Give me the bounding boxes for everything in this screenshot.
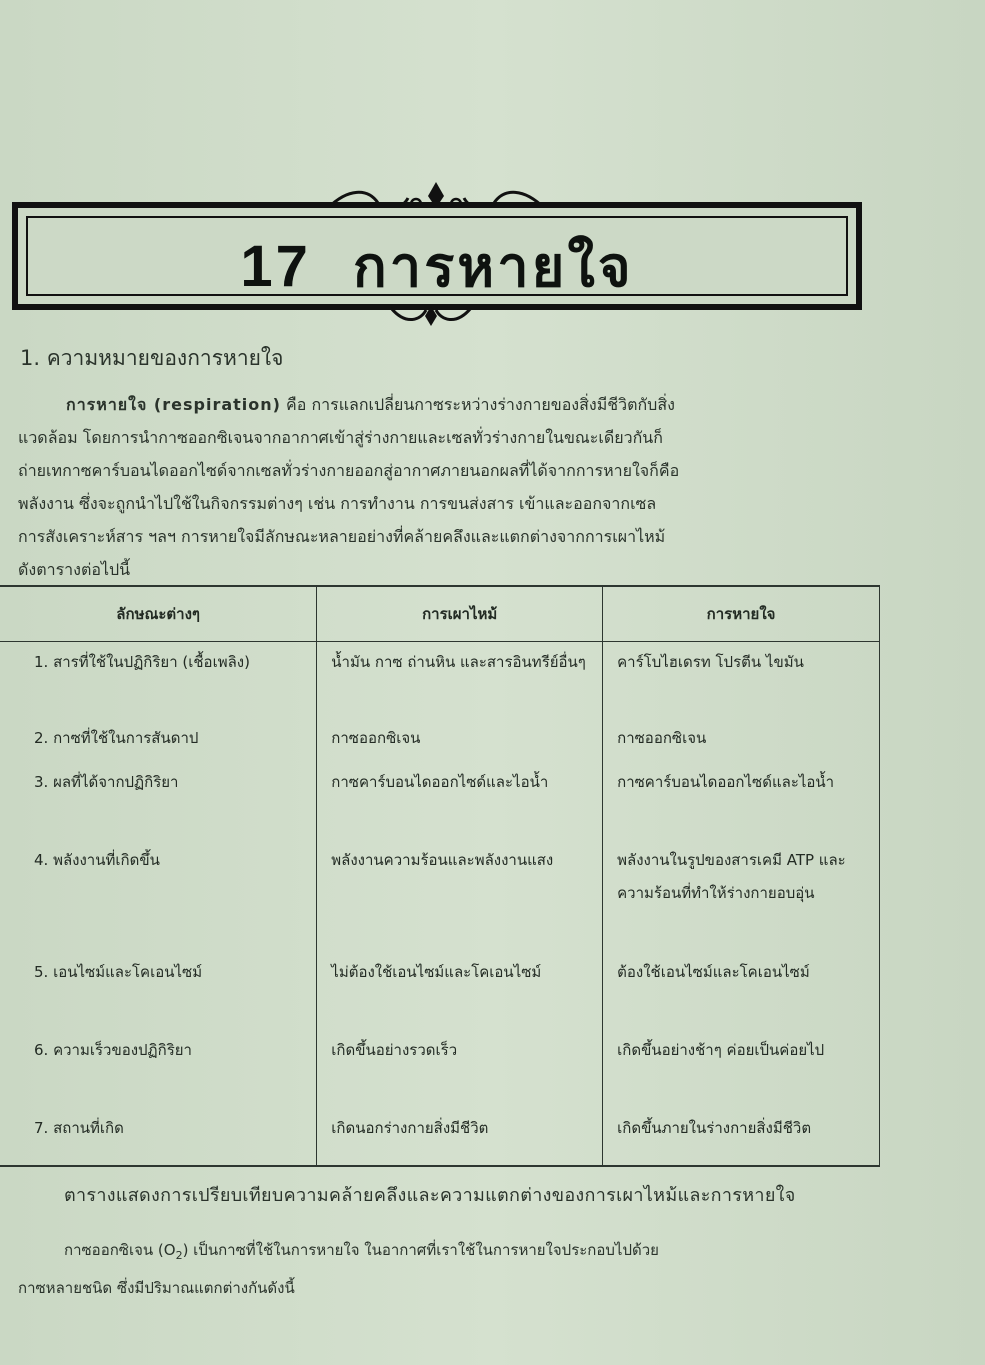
intro-line: ถ่ายเทกาซคาร์บอนไดออกไซด์จากเซลทั่วร่างกายออกสู่อากาศภายนอกผลที่ได้จากการหายใจก็คือ [18,461,680,480]
intro-paragraph: การหายใจ (respiration) คือ การแลกเปลี่ยนกาซระหว่างร่างกายของสิ่งมีชีวิตกับสิ่ง [66,395,675,414]
combustion-cell: เกิดขึ้นอย่างรวดเร็ว [317,1030,603,1108]
flourish-ornament-bottom [386,300,476,330]
combustion-cell: พลังงานความร้อนและพลังงานแสง [317,840,603,952]
chapter-number: 17 [240,234,311,299]
feature-cell: 3. ผลที่ได้จากปฏิกิริยา [0,762,317,840]
combustion-cell: น้ำมัน กาซ ถ่านหิน และสารอินทรีย์อื่นๆ [317,642,603,718]
combustion-cell: ไม่ต้องใช้เอนไซม์และโคเอนไซม์ [317,952,603,1030]
table-row [0,840,880,952]
header-feature: ลักษณะต่างๆ [0,586,317,642]
table-row [0,642,880,718]
table-row [0,718,880,762]
table-row [0,1030,880,1108]
respiration-cell: พลังงานในรูปของสารเคมี ATP และความร้อนที่ทำให้ร่างกายอบอุ่น [603,840,880,952]
intro-line: การสังเคราะห์สาร ฯลฯ การหายใจมีลักษณะหลายอย่างที่คล้ายคลึงและแตกต่างจากการเผาไหม้ [18,527,666,546]
combustion-cell: เกิดนอกร่างกายสิ่งมีชีวิต [317,1108,603,1166]
feature-cell: 7. สถานที่เกิด [0,1108,317,1166]
table-row [0,952,880,1030]
feature-cell: 6. ความเร็วของปฏิกิริยา [0,1030,317,1108]
feature-cell: 5. เอนไซม์และโคเอนไซม์ [0,952,317,1030]
table-header-row [0,586,880,642]
table-row [0,1108,880,1166]
intro-line: พลังงาน ซึ่งจะถูกนำไปใช้ในกิจกรรมต่างๆ เช่น การทำงาน การขนส่งสาร เข้าและออกจากเซล [18,494,657,513]
oxygen-note: กาซออกซิเจน $(O_2)$ เป็นกาซที่ใช้ในการหายใจ ในอากาศที่เราใช้ในการหายใจประกอบไปด้วย [64,1241,659,1262]
header-combustion: การเผาไหม้ [317,586,603,642]
feature-cell: 4. พลังงานที่เกิดขึ้น [0,840,317,952]
table-row [0,762,880,840]
section-heading: 1. ความหมายของการหายใจ [20,346,284,370]
feature-cell: 1. สารที่ใช้ในปฏิกิริยา (เชื้อเพลิง) [0,642,317,718]
combustion-cell: กาซออกซิเจน [317,718,603,762]
intro-line: ดังตารางต่อไปนี้ [18,560,131,579]
feature-cell: 2. กาซที่ใช้ในการสันดาป [0,718,317,762]
chapter-title-frame [12,202,862,310]
comparison-table [0,585,880,1167]
respiration-cell: เกิดขึ้นอย่างช้าๆ ค่อยเป็นค่อยไป [603,1030,880,1108]
respiration-cell: กาซออกซิเจน [603,718,880,762]
key-term: การหายใจ (respiration) [66,395,281,414]
respiration-cell: ต้องใช้เอนไซม์และโคเอนไซม์ [603,952,880,1030]
header-respiration: การหายใจ [603,586,880,642]
respiration-cell: กาซคาร์บอนไดออกไซด์และไอน้ำ [603,762,880,840]
combustion-cell: กาซคาร์บอนไดออกไซด์และไอน้ำ [317,762,603,840]
chapter-title [18,222,856,311]
table-caption: ตารางแสดงการเปรียบเทียบความคล้ายคลึงและความแตกต่างของการเผาไหม้และการหายใจ [64,1185,796,1206]
oxygen-note-line: กาซหลายชนิด ซึ่งมีปริมาณแตกต่างกันดังนี้ [18,1279,295,1297]
intro-line: แวดล้อม โดยการนำกาซออกซิเจนจากอากาศเข้าสู่ร่างกายและเซลทั่วร่างกายในขณะเดียวกันก็ [18,428,663,447]
chapter-title-text: การหายใจ [352,235,634,300]
respiration-cell: คาร์โบไฮเดรท โปรตีน ไขมัน [603,642,880,718]
respiration-cell: เกิดขึ้นภายในร่างกายสิ่งมีชีวิต [603,1108,880,1166]
